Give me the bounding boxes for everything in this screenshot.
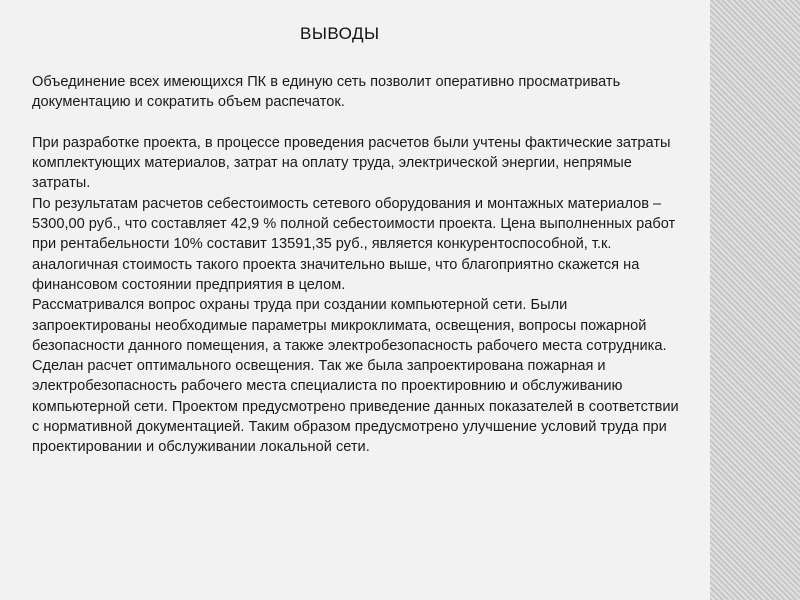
paragraph-network-benefit: Объединение всех имеющихся ПК в единую сеть позволит оперативно просматривать документацию и сократить объем распечаток. [32,74,621,111]
paragraph-spacer [32,113,687,133]
paragraph-cost-results: По результатам расчетов себестоимость сетевого оборудования и монтажных материалов – 5300,00 руб., что составляет 42,9 % полной себестоимости проекта. Цена выполненных работ при рентабельности 10% составит 13591,35 руб., является конкурентоспособной, т.к. аналогичная стоимость такого проекта значительно выше, что благоприятно скажется на финансовом состоянии предприятия в целом. [32,195,676,293]
paragraph-lighting-calculation: Сделан расчет оптимального освещения. Так же была запроектирована пожарная и электробезопасность рабочего места специалиста по проектировнию и обслуживанию компьютерной сети. Проектом предусмотрено приведение данных показателей в соответствии с нормативной документацией. Таким образом предусмотрено улучшение условий труда при проектировании и обслуживании локальной сети. [32,358,679,456]
paragraph-cost-accounting: При разработке проекта, в процессе проведения расчетов были учтены фактические затраты комплектующих материалов, затрат на оплату труда, электрической энергии, непрямые затраты. [32,134,671,192]
slide-title: ВЫВОДЫ [300,24,380,43]
paragraph-labor-safety: Рассматривался вопрос охраны труда при создании компьютерной сети. Были запроектированы необходимые параметры микроклимата, освещения, вопросы пожарной безопасности данного помещения, а также электробезопасность рабочего места сотрудника. [32,297,667,354]
slide-body [32,72,687,458]
decorative-stripe-bar [710,0,800,600]
